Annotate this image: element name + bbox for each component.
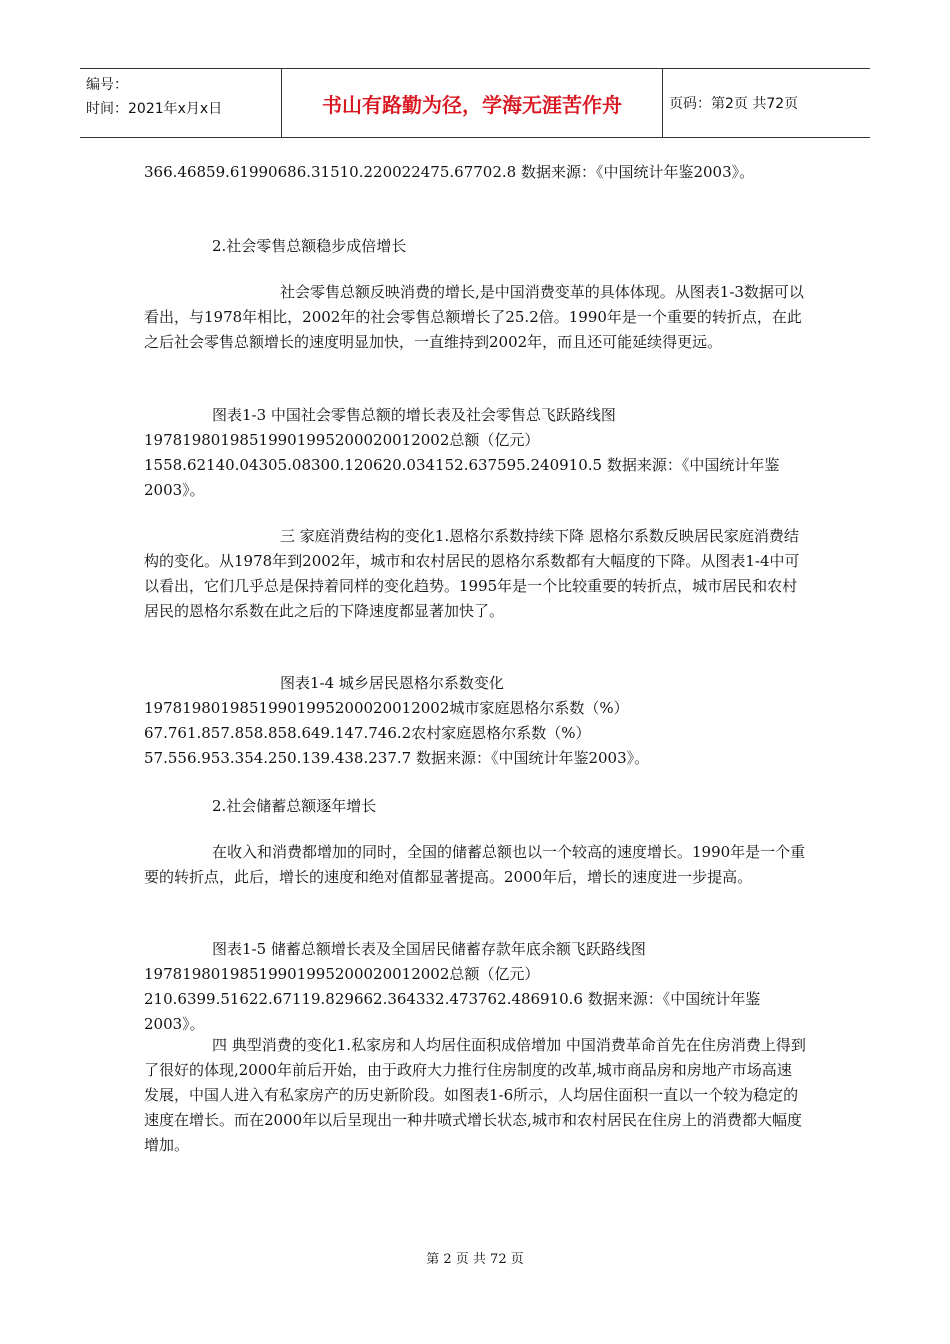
number-label: 编号： — [86, 77, 128, 93]
text-block-1 — [144, 160, 806, 185]
paragraph: 图表1-5 储蓄总额增长表及全国居民储蓄存款年底余额飞跃路线图 19781980198519901995200020012002总额（亿元）210.6399.51622.67119.829662.364332.473762.486910.6 数据来源：《中国统计年鉴2003》。 — [144, 940, 761, 1033]
paragraph: 社会零售总额反映消费的增长,是中国消费变革的具体体现。从图表1-3数据可以看出，与1978年相比，2002年的社会零售总额增长了25.2倍。1990年是一个重要的转折点，在此之后社会零售总额增长的速度明显加快，一直维持到2002年，而且还可能延续得更远。 — [144, 283, 804, 351]
paragraph: 四 典型消费的变化1.私家房和人均居住面积成倍增加 中国消费革命首先在住房消费上得到了很好的体现,2000年前后开始，由于政府大力推行住房制度的改革,城市商品房和房地产市场高速发展，中国人进入有私家房产的历史新阶段。如图表1-6所示，人均居住面积一直以一个较为稳定的速度在增长。而在2000年以后呈现出一种井喷式增长状态,城市和农村居民在住房上的消费都大幅度增加。 — [144, 1036, 806, 1154]
page-footer: 第 2 页 共 72 页 — [426, 1252, 524, 1267]
page-header — [80, 68, 870, 138]
figure-1-3-block — [144, 403, 806, 503]
paragraph: 图表1-4 城乡居民恩格尔系数变化 19781980198519901995200020012002城市家庭恩格尔系数（%）67.761.857.858.858.649.147.746.2农村家庭恩格尔系数（%）57.556.953.354.250.139.438.237.7 数据来源：《中国统计年鉴2003》。 — [144, 674, 650, 767]
figure-1-5-block — [144, 937, 806, 1037]
header-page-label: 页码：第2页 共72页 — [669, 96, 799, 112]
figure-1-4-block — [144, 671, 806, 771]
paragraph: 在收入和消费都增加的同时，全国的储蓄总额也以一个较高的速度增长。1990年是一个重要的转折点，此后，增长的速度和绝对值都显著提高。2000年后，增长的速度进一步提高。 — [144, 843, 806, 886]
paragraph: 三 家庭消费结构的变化1.恩格尔系数持续下降 恩格尔系数反映居民家庭消费结构的变化。从1978年到2002年，城市和农村居民的恩格尔系数都有大幅度的下降。从图表1-4中可以看出，它们几乎总是保持着同样的变化趋势。1995年是一个比较重要的转折点，城市居民和农村居民的恩格尔系数在此之后的下降速度都显著加快了。 — [144, 527, 800, 620]
section-heading-savings — [144, 794, 806, 819]
text-block-retail — [144, 280, 806, 355]
text-block-engel — [144, 524, 806, 624]
text-block-savings — [144, 840, 806, 890]
heading: 2.社会零售总额稳步成倍增长 — [212, 237, 407, 255]
time-label: 时间：2021年x月x日 — [86, 101, 223, 117]
paragraph: 图表1-3 中国社会零售总额的增长表及社会零售总飞跃路线图 19781980198519901995200020012002总额（亿元）1558.62140.04305.08300.120620.034152.637595.240910.5 数据来源：《中国统计年鉴2003》。 — [144, 406, 780, 499]
text-block-housing — [144, 1033, 806, 1158]
section-heading-retail — [144, 234, 806, 259]
paragraph: 366.46859.61990686.31510.220022475.67702.8 数据来源：《中国统计年鉴2003》。 — [144, 163, 755, 181]
header-meta — [80, 69, 281, 137]
heading: 2.社会储蓄总额逐年增长 — [212, 797, 377, 815]
header-motto: 书山有路勤为径，学海无涯苦作舟 — [281, 69, 663, 137]
